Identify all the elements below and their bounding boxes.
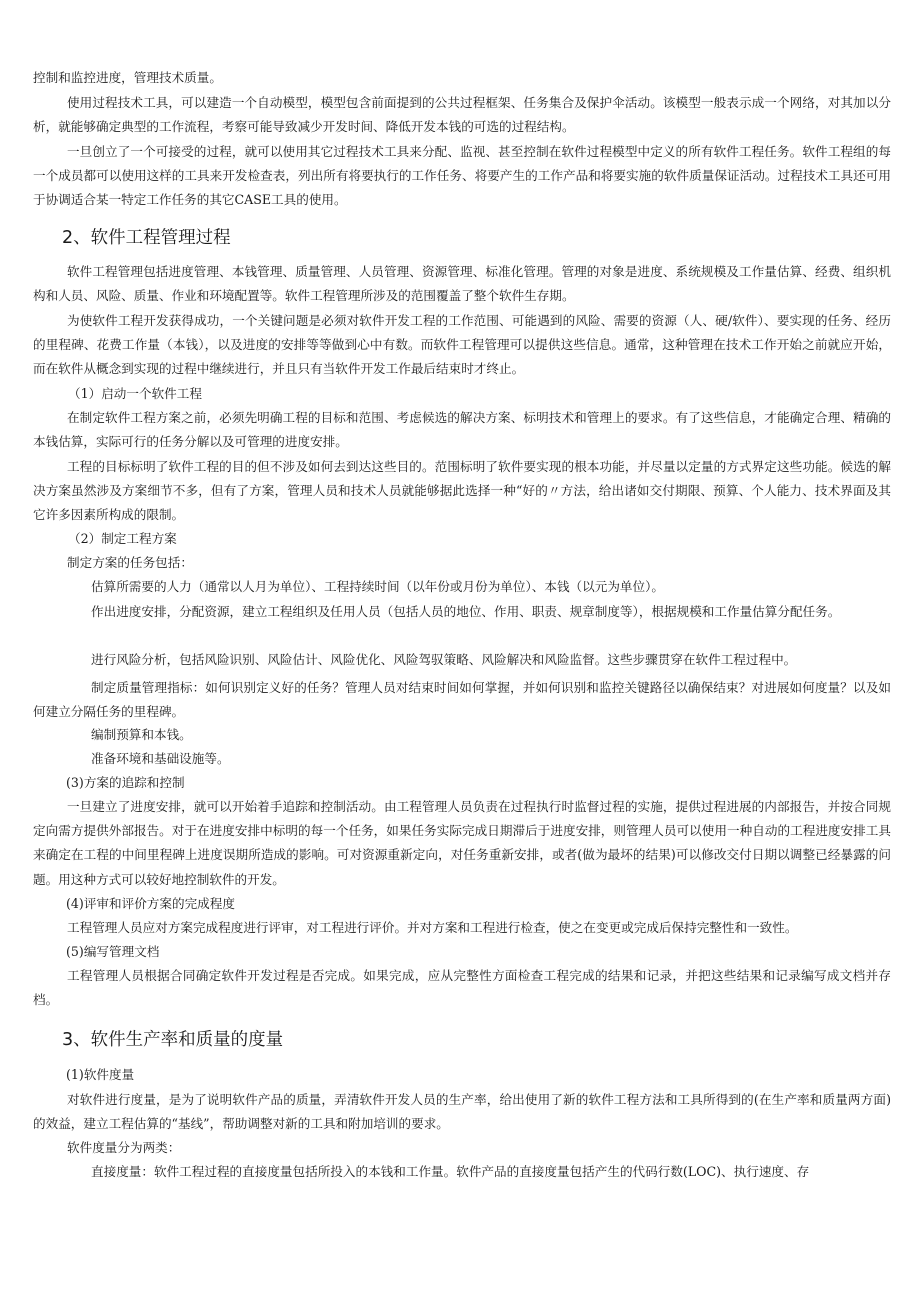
paragraph: 直接度量：软件工程过程的直接度量包括所投入的本钱和工作量。软件产品的直接度量包括产生的代码行数(LOC)、执行速度、存: [91, 1164, 810, 1179]
paragraph: 一旦建立了进度安排，就可以开始着手追踪和控制活动。由工程管理人员负责在过程执行时监督过程的实施，提供过程进展的内部报告，并按合同规定向需方提供外部报告。对于在进度安排中标明的每一个任务，如果任务实际完成日期滞后于进度安排，则管理人员可以使用一种自动的工程进度安排工具来确定在工程的中间里程碑上进度误期所造成的影响。可对资源重新定向，对任务重新安排，或者(做为最坏的结果)可以修改交付日期以调整已经暴露的问题。用这种方式可以较好地控制软件的开发。: [33, 799, 891, 887]
subsection-heading: （1）启动一个软件工程: [68, 386, 202, 401]
paragraph: 工程管理人员应对方案完成程度进行评审，对工程进行评价。并对方案和工程进行检查，使之在变更或完成后保持完整性和一致性。: [67, 920, 798, 935]
section-heading: 2、软件工程管理过程: [62, 228, 231, 248]
paragraph: 制定方案的任务包括：: [67, 555, 193, 570]
paragraph: 对软件进行度量，是为了说明软件产品的质量，弄清软件开发人员的生产率，给出使用了新的软件工程方法和工具所得到的(在生产率和质量两方面)的效益，建立工程估算的“基线”，帮助调整对新的工具和附加培训的要求。: [33, 1092, 891, 1132]
paragraph: 软件度量分为两类：: [67, 1140, 181, 1155]
paragraph: 使用过程技术工具，可以建造一个自动模型，模型包含前面提到的公共过程框架、任务集合及保护伞活动。该模型一般表示成一个网络，对其加以分析，就能够确定典型的工作流程，考察可能导致减少开发时间、降低开发本钱的可选的过程结构。: [33, 95, 891, 135]
paragraph: 为使软件工程开发获得成功，一个关键问题是必须对软件开发工程的工作范围、可能遇到的风险、需要的资源（人、硬/软件）、要实现的任务、经历的里程碑、花费工作量（本钱），以及进度的安排等等做到心中有数。而软件工程管理可以提供这些信息。通常，这种管理在技术工作开始之前就应开始，而在软件从概念到实现的过程中继续进行，并且只有当软件开发工作最后结束时才终止。: [33, 313, 891, 377]
paragraph: 准备环境和基础设施等。: [91, 751, 230, 766]
paragraph: 工程管理人员根据合同确定软件开发过程是否完成。如果完成，应从完整性方面检查工程完成的结果和记录，并把这些结果和记录编写成文档并存档。: [33, 968, 891, 1008]
paragraph: 控制和监控进度，管理技术质量。: [33, 70, 222, 85]
section-heading: 3、软件生产率和质量的度量: [62, 1030, 284, 1050]
paragraph: 作出进度安排，分配资源，建立工程组织及任用人员（包括人员的地位、作用、职责、规章制度等），根据规模和工作量估算分配任务。: [91, 604, 841, 619]
paragraph: 在制定软件工程方案之前，必须先明确工程的目标和范围、考虑候选的解决方案、标明技术和管理上的要求。有了这些信息，才能确定合理、精确的本钱估算，实际可行的任务分解以及可管理的进度安排。: [33, 410, 891, 450]
paragraph: 估算所需要的人力（通常以人月为单位）、工程持续时间（以年份或月份为单位）、本钱（以元为单位）。: [91, 579, 665, 594]
paragraph: 进行风险分析，包括风险识别、风险估计、风险优化、风险驾驭策略、风险解决和风险监督。这些步骤贯穿在软件工程过程中。: [91, 652, 797, 667]
paragraph: 编制预算和本钱。: [91, 727, 192, 742]
paragraph: 制定质量管理指标：如何识别定义好的任务？管理人员对结束时间如何掌握，并如何识别和监控关键路径以确保结束？对进展如何度量？以及如何建立分隔任务的里程碑。: [33, 680, 891, 720]
subsection-heading: (5)编写管理文档: [66, 944, 160, 959]
paragraph: 软件工程管理包括进度管理、本钱管理、质量管理、人员管理、资源管理、标准化管理。管理的对象是进度、系统规模及工作量估算、经费、组织机构和人员、风险、质量、作业和环境配置等。软件工程管理所涉及的范围覆盖了整个软件生存期。: [33, 264, 891, 304]
paragraph: 工程的目标标明了软件工程的目的但不涉及如何去到达这些目的。范围标明了软件要实现的根本功能，并尽量以定量的方式界定这些功能。候选的解决方案虽然涉及方案细节不多，但有了方案，管理人员和技术人员就能够据此选择一种“好的〃方法，给出诸如交付期限、预算、个人能力、技术界面及其它许多因素所构成的限制。: [33, 459, 891, 523]
subsection-heading: (4)评审和评价方案的完成程度: [66, 896, 235, 911]
paragraph: 一旦创立了一个可接受的过程，就可以使用其它过程技术工具来分配、监视、甚至控制在软件过程模型中定义的所有软件工程任务。软件工程组的每一个成员都可以使用这样的工具来开发检查表，列出所有将要执行的工作任务、将要产生的工作产品和将要实施的软件质量保证活动。过程技术工具还可用于协调适合某一特定工作任务的其它CASE工具的使用。: [33, 144, 891, 208]
subsection-heading: (3)方案的追踪和控制: [66, 775, 185, 790]
subsection-heading: （2）制定工程方案: [68, 531, 177, 546]
subsection-heading: (1)软件度量: [66, 1067, 135, 1082]
